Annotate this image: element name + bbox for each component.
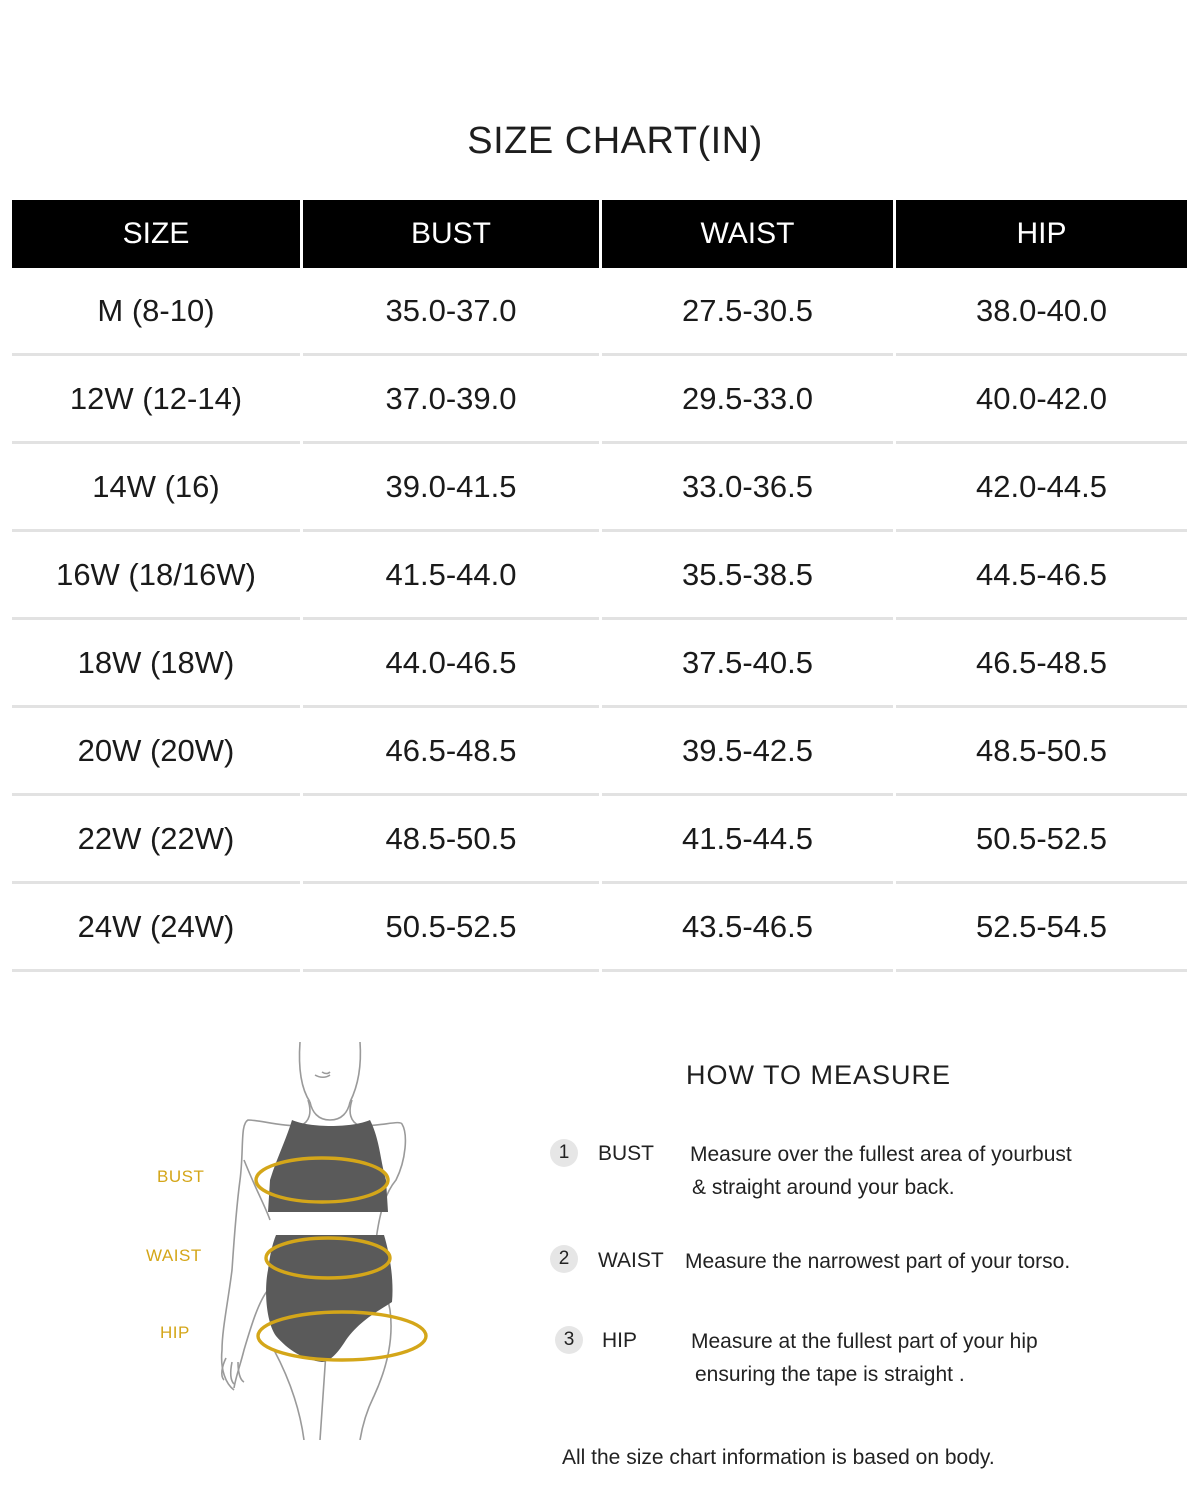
hip-cell: 52.5-54.5 (896, 884, 1187, 972)
bust-cell: 50.5-52.5 (303, 884, 599, 972)
table-header (12, 200, 1187, 268)
hip-cell: 48.5-50.5 (896, 708, 1187, 796)
bust-cell: 37.0-39.0 (303, 356, 599, 444)
size-cell: 22W (22W) (12, 796, 300, 884)
hip-cell: 40.0-42.0 (896, 356, 1187, 444)
table-row (12, 444, 1187, 532)
hip-label: HIP (160, 1323, 190, 1342)
step-1-description (690, 1138, 1072, 1204)
step-3-desc-line1: Measure at the fullest part of your hip (691, 1330, 1038, 1353)
body-figure (140, 1040, 440, 1440)
step-2-description (685, 1245, 1070, 1278)
bust-cell: 41.5-44.0 (303, 532, 599, 620)
bust-cell: 48.5-50.5 (303, 796, 599, 884)
size-chart-table (12, 200, 1187, 972)
bust-label: BUST (157, 1167, 205, 1186)
size-cell: 16W (18/16W) (12, 532, 300, 620)
table-row (12, 708, 1187, 796)
hip-cell: 46.5-48.5 (896, 620, 1187, 708)
size-cell: 14W (16) (12, 444, 300, 532)
table-row (12, 884, 1187, 972)
step-3-desc-line2: ensuring the tape is straight . (695, 1363, 965, 1386)
table-row (12, 532, 1187, 620)
step-2-desc-line1: Measure the narrowest part of your torso. (685, 1250, 1071, 1273)
hip-cell: 42.0-44.5 (896, 444, 1187, 532)
size-cell: 12W (12-14) (12, 356, 300, 444)
size-cell: 20W (20W) (12, 708, 300, 796)
hip-cell: 44.5-46.5 (896, 532, 1187, 620)
step-2-badge: 2 (550, 1245, 578, 1273)
step-3-badge: 3 (555, 1326, 583, 1354)
waist-cell: 43.5-46.5 (602, 884, 893, 972)
table-body (12, 268, 1187, 972)
waist-cell: 33.0-36.5 (602, 444, 893, 532)
step-1-desc-line2: & straight around your back. (692, 1176, 955, 1199)
size-cell: M (8-10) (12, 268, 300, 356)
waist-cell: 29.5-33.0 (602, 356, 893, 444)
table-row (12, 356, 1187, 444)
size-cell: 18W (18W) (12, 620, 300, 708)
step-3-name: HIP (602, 1329, 638, 1352)
hip-cell: 38.0-40.0 (896, 268, 1187, 356)
header-hip: HIP (896, 200, 1187, 268)
bust-cell: 39.0-41.5 (303, 444, 599, 532)
header-size: SIZE (12, 200, 300, 268)
waist-cell: 41.5-44.5 (602, 796, 893, 884)
table-row (12, 796, 1187, 884)
table-row (12, 620, 1187, 708)
waist-cell: 39.5-42.5 (602, 708, 893, 796)
bust-cell: 35.0-37.0 (303, 268, 599, 356)
waist-cell: 37.5-40.5 (602, 620, 893, 708)
footnote: All the size chart information is based on body. (562, 1446, 995, 1469)
hip-cell: 50.5-52.5 (896, 796, 1187, 884)
header-bust: BUST (303, 200, 599, 268)
step-2-name: WAIST (598, 1249, 664, 1272)
size-cell: 24W (24W) (12, 884, 300, 972)
step-1-desc-line1: Measure over the fullest area of yourbust (690, 1143, 1072, 1166)
waist-label: WAIST (146, 1246, 202, 1265)
step-1-name: BUST (598, 1142, 655, 1165)
waist-cell: 35.5-38.5 (602, 532, 893, 620)
table-row (12, 268, 1187, 356)
step-1-badge: 1 (550, 1139, 578, 1167)
page-title: SIZE CHART(IN) (467, 120, 763, 162)
step-3-description (691, 1325, 1038, 1391)
waist-cell: 27.5-30.5 (602, 268, 893, 356)
header-waist: WAIST (602, 200, 893, 268)
bust-cell: 44.0-46.5 (303, 620, 599, 708)
how-to-measure-title: HOW TO MEASURE (686, 1060, 952, 1090)
bust-cell: 46.5-48.5 (303, 708, 599, 796)
body-illustration (140, 1040, 440, 1440)
